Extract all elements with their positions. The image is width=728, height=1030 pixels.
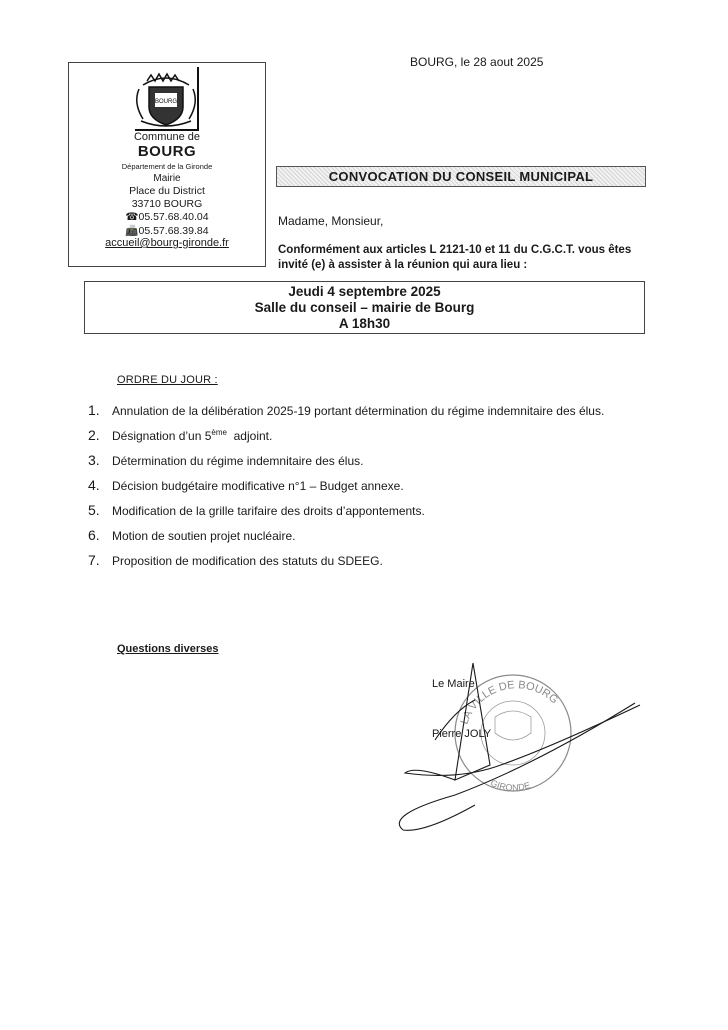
agenda-item	[88, 452, 604, 477]
agenda-item-text-post: adjoint.	[226, 429, 273, 443]
agenda-item	[88, 477, 604, 502]
questions-diverses: Questions diverses	[117, 643, 219, 655]
agenda-item-text: Motion de soutien projet nucléaire.	[112, 529, 296, 543]
svg-text:BOURG: BOURG	[154, 99, 178, 105]
agenda-item-number: 6.	[88, 527, 100, 543]
agenda-item-text: Proposition de modification des statuts du SDEEG.	[112, 554, 383, 568]
signature-title: Le Maire	[432, 678, 475, 690]
agenda-item-number: 4.	[88, 477, 100, 493]
agenda-item-text	[112, 428, 272, 443]
agenda-list	[88, 402, 604, 577]
agenda-item-number: 5.	[88, 502, 100, 518]
agenda-item-superscript: ème	[211, 428, 227, 437]
agenda-item-number: 1.	[88, 402, 100, 418]
phone-number: ☎05.57.68.40.04	[125, 211, 209, 223]
department: Département de la Gironde	[121, 162, 213, 171]
mairie-label: Mairie	[153, 173, 181, 184]
document-date: BOURG, le 28 aout 2025	[410, 55, 544, 69]
meeting-time: A 18h30	[338, 316, 391, 331]
commune-letterhead	[68, 62, 266, 267]
agenda-item	[88, 402, 604, 427]
crest-rule-vertical	[197, 67, 199, 131]
meeting-details	[84, 281, 645, 334]
meeting-place: Salle du conseil – mairie de Bourg	[254, 300, 475, 315]
agenda-item-text: Décision budgétaire modificative n°1 – Budget annexe.	[112, 479, 404, 493]
agenda-item	[88, 502, 604, 527]
meeting-date: Jeudi 4 septembre 2025	[288, 284, 441, 299]
agenda-heading: ORDRE DU JOUR :	[117, 374, 218, 386]
email-link[interactable]: accueil@bourg-gironde.fr	[105, 237, 229, 249]
agenda-item-text: Modification de la grille tarifaire des droits d’appontements.	[112, 504, 425, 518]
coat-of-arms-icon	[131, 71, 201, 129]
convocation-title: CONVOCATION DU CONSEIL MUNICIPAL	[276, 166, 646, 187]
agenda-item-number: 3.	[88, 452, 100, 468]
commune-name: BOURG	[137, 143, 197, 160]
fax-number: 📠05.57.68.39.84	[125, 225, 209, 237]
agenda-item-text: Annulation de la délibération 2025-19 portant détermination du régime indemnitaire des élus.	[112, 404, 605, 418]
agenda-item-number: 2.	[88, 427, 100, 443]
salutation: Madame, Monsieur,	[278, 214, 384, 228]
stamp-text-top: LA VILLE DE BOURG	[458, 679, 561, 727]
commune-label: Commune de	[133, 131, 201, 143]
agenda-item-text: Détermination du régime indemnitaire des élus.	[112, 454, 364, 468]
agenda-item	[88, 552, 604, 577]
stamp-text-bottom: GIRONDE	[489, 777, 532, 793]
legal-reference: Conformément aux articles L 2121-10 et 11 du C.G.C.T. vous êtes invité (e) à assister à la réunion qui aura lieu :	[278, 244, 632, 271]
agenda-item-number: 7.	[88, 552, 100, 568]
signature-name: Pierre JOLY	[432, 728, 492, 740]
agenda-item-text-pre: Désignation d’un 5	[112, 429, 212, 443]
postal-code: 33710 BOURG	[131, 198, 203, 210]
agenda-item	[88, 527, 604, 552]
address: Place du District	[129, 185, 205, 197]
agenda-item	[88, 427, 604, 452]
